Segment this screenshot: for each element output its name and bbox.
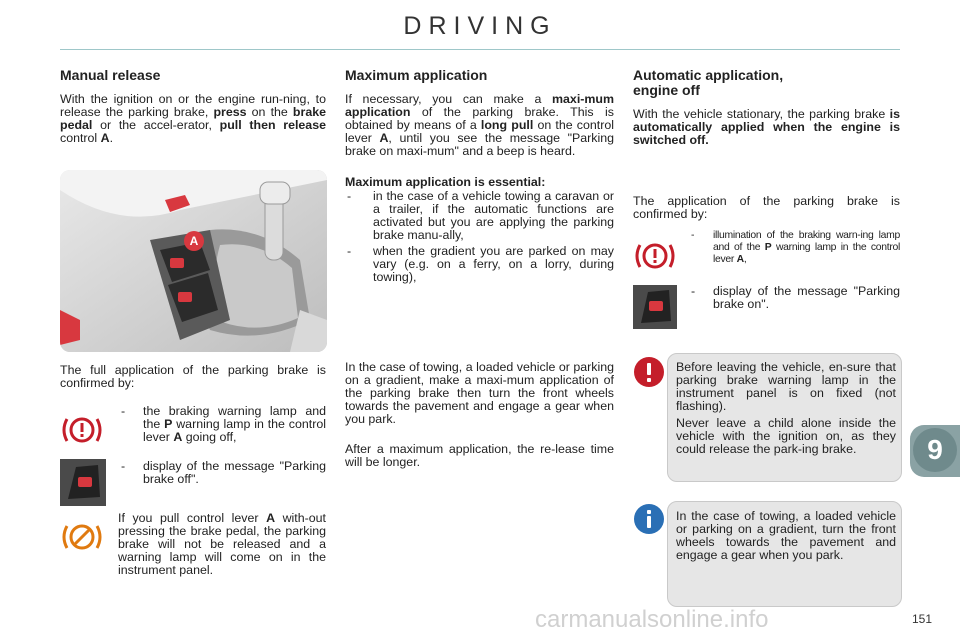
text-run: illumination of the braking warn-ing lamp and of the xyxy=(713,230,900,253)
text-run: control xyxy=(60,131,101,145)
brake-warning-icon xyxy=(633,236,677,276)
maximum-application-essential: Maximum application is essential: xyxy=(345,175,546,189)
bold-text: long pull xyxy=(480,118,534,132)
text-run: or the accel-erator, xyxy=(92,118,220,132)
automatic-application-heading: Automatic application, engine off xyxy=(633,67,784,98)
bold-text: P xyxy=(764,242,772,253)
maximum-application-text xyxy=(345,93,614,158)
col3-item1: - illumination of the braking warn-ing lamp and of the P warning lamp in the control lever A, xyxy=(691,230,900,265)
text-run: If necessary, you can make a xyxy=(345,92,553,106)
text-run: with-out pressing the brake pedal, the parking brake will not be released and a warning lamp will come on in the instrument panel. xyxy=(118,511,326,577)
list-item: - when the gradient you are parked on may vary (e.g. on a ferry, on a lorry, during towing), xyxy=(345,245,614,284)
release-time-text: After a maximum application, the re-lease time will be longer. xyxy=(345,442,614,469)
info-icon xyxy=(634,504,664,534)
text-run: warning lamp in the control lever xyxy=(713,242,900,265)
header-rule xyxy=(60,49,900,50)
warning-box xyxy=(667,353,902,482)
parking-brake-on-icon xyxy=(633,285,677,329)
text-run: of the parking brake. This is obtained by means of a xyxy=(345,105,614,132)
info-text: In the case of towing, a loaded vehicle or parking on a gradient, turn the front wheels towards the pavement and engage a gear when you park. xyxy=(676,509,896,562)
text-run: on the control lever xyxy=(345,118,614,145)
text-run: going off, xyxy=(182,430,237,444)
bold-text: A xyxy=(266,511,276,525)
bold-text: press xyxy=(213,105,247,119)
text-run: . xyxy=(109,131,114,145)
maximum-application-heading: Maximum application xyxy=(345,67,488,83)
chapter-number: 9 xyxy=(913,428,957,472)
text-run: , until you see the message "Parking brake on maxi-mum" and a beep is heard. xyxy=(345,131,614,158)
list-item: - in the case of a vehicle towing a caravan or a trailer, if the automatic functions are activated but you are applying the parking brake manu-ally, xyxy=(345,190,614,242)
parking-brake-off-icon xyxy=(60,459,106,506)
text-run: on the xyxy=(246,105,293,119)
maximum-application-list xyxy=(345,190,614,287)
bold-text: A xyxy=(100,131,110,145)
bold-text: brake pedal xyxy=(60,105,326,132)
bold-text: pull then release xyxy=(219,118,326,132)
text-run: With the vehicle stationary, the parking brake xyxy=(633,107,890,121)
brake-warning-icon xyxy=(60,410,104,450)
bold-text: A xyxy=(379,131,389,145)
warning-exclamation-icon xyxy=(634,357,664,387)
info-box xyxy=(667,501,902,607)
full-application-confirm-text: The full application of the parking brake is confirmed by: xyxy=(60,363,326,390)
automatic-application-text xyxy=(633,108,900,147)
page-number: 151 xyxy=(912,612,933,626)
bold-text: P xyxy=(164,417,173,431)
col1-item2: - display of the message "Parking brake off". xyxy=(121,459,326,486)
bold-text: is automatically applied when the engine is switched off. xyxy=(633,107,900,147)
warning-text-2: Never leave a child alone inside the vehicle with the ignition on, as they could release the park-ing brake. xyxy=(676,416,896,456)
warning-text-1: Before leaving the vehicle, en-sure that parking brake warning lamp in the instrument panel is on fixed (not flashing). xyxy=(676,360,896,413)
manual-release-text xyxy=(60,93,326,145)
towing-text: In the case of towing, a loaded vehicle or parking on a gradient, make a maxi-mum application of the parking brake then turn the front wheels towards the pavement and engage a gear when you park. xyxy=(345,360,614,426)
label-a-badge: A xyxy=(184,231,204,251)
control-lever-photo xyxy=(60,170,327,352)
page-title: DRIVING xyxy=(403,12,557,40)
text-run: the braking warning lamp and the xyxy=(143,404,326,431)
brake-fault-icon xyxy=(60,517,104,557)
application-confirm-text: The application of the parking brake is confirmed by: xyxy=(633,194,900,221)
manual-release-heading: Manual release xyxy=(60,67,161,83)
text-run: If you pull control lever xyxy=(118,511,267,525)
col1-item3 xyxy=(118,512,326,577)
bold-text: A xyxy=(173,430,183,444)
col3-item2: - display of the message "Parking brake on". xyxy=(691,284,900,311)
text-run: , xyxy=(743,254,747,265)
bold-text: maxi-mum application xyxy=(345,92,614,119)
text-run: warning lamp in the control lever xyxy=(143,417,326,444)
watermark: carmanualsonline.info xyxy=(535,606,769,633)
col1-item1: - the braking warning lamp and the P warning lamp in the control lever A going off, xyxy=(121,404,326,444)
bold-text: A xyxy=(736,254,744,265)
control-lever-illustration xyxy=(60,170,327,352)
text-run: With the ignition on or the engine run-ning, to release the parking brake, xyxy=(60,92,326,119)
